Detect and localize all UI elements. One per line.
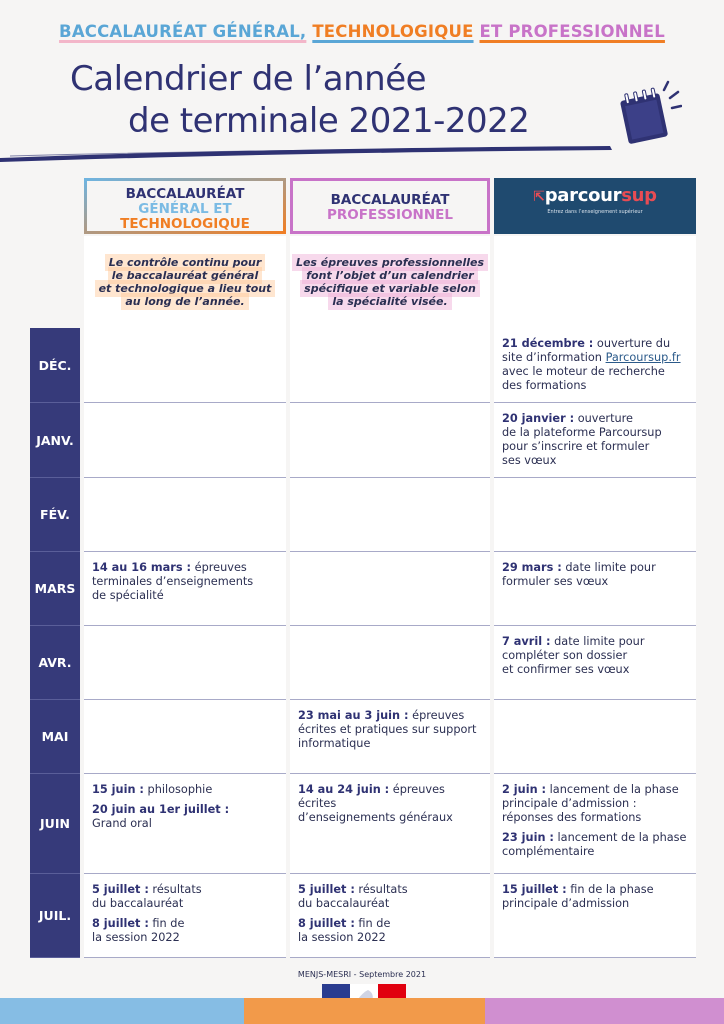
logo-text-a: parcour [544, 185, 622, 206]
calendar-cell [84, 552, 286, 626]
column-header-professionnel [290, 178, 490, 234]
calendar-event [502, 831, 688, 859]
calendar-cell [84, 700, 286, 774]
calendar-cell [84, 626, 286, 700]
event-text-line: la session 2022 [298, 931, 386, 944]
calendar-cell [290, 403, 490, 478]
event-text-line: réponses des formations [502, 811, 642, 824]
month-label: JUIN [30, 774, 80, 874]
event-text-line: principale d’admission [502, 897, 630, 910]
event-text: résultats [354, 883, 408, 896]
event-text-line: formuler ses vœux [502, 575, 609, 588]
calendar-row [30, 626, 696, 700]
month-label: AVR. [30, 626, 80, 700]
footer-bar-blue [0, 998, 244, 1024]
title-line-2: de terminale 2021-2022 [128, 101, 530, 141]
heading-professionnel: ET PROFESSIONNEL [479, 22, 665, 41]
pro-label-2: PROFESSIONNEL [327, 207, 453, 223]
event-text: lancement de la phase [546, 783, 679, 796]
event-date: 29 mars : [502, 561, 562, 574]
calendar-cell [494, 774, 696, 874]
note-parcoursup-empty [494, 236, 696, 328]
calendar-row [30, 774, 696, 874]
event-text-line: compléter son dossier [502, 649, 628, 662]
calendar-row [30, 403, 696, 478]
title-line-1: Calendrier de l’année [70, 59, 427, 99]
parcoursup-tagline: Entrez dans l’enseignement supérieur [547, 209, 643, 215]
event-date: 14 au 24 juin : [298, 783, 390, 796]
calendar-cell [494, 700, 696, 774]
calendar-cell [290, 552, 490, 626]
calendar-row [30, 552, 696, 626]
calendar-cell [494, 552, 696, 626]
event-text-line: de spécialité [92, 589, 164, 602]
event-text-line: la session 2022 [92, 931, 180, 944]
event-text: épreuves [408, 709, 465, 722]
calendar-cell [290, 626, 490, 700]
event-date: 5 juillet : [298, 883, 355, 896]
exam-types-heading [0, 22, 724, 41]
event-text-line: du baccalauréat [298, 897, 390, 910]
logo-text-b: sup [621, 185, 657, 206]
note-pro-line: spécifique et variable selon [300, 280, 480, 297]
calendar-row [30, 328, 696, 403]
calendar-cell [494, 403, 696, 478]
event-date: 20 janvier : [502, 412, 575, 425]
calendar-cell [290, 700, 490, 774]
calendar-event [502, 883, 688, 911]
note-gen-line: et technologique a lieu tout [95, 280, 276, 297]
gen-label-3: TECHNOLOGIQUE [120, 216, 250, 232]
event-text: lancement de la phase [553, 831, 687, 844]
event-date: 2 juin : [502, 783, 547, 796]
calendar-cell [290, 774, 490, 874]
event-text-line: du baccalauréat [92, 897, 184, 910]
event-text-line: pour s’inscrire et formuler [502, 440, 650, 453]
event-date: 23 juin : [502, 831, 554, 844]
event-date: 14 au 16 mars : [92, 561, 192, 574]
event-text-line: ses vœux [502, 454, 557, 467]
event-text-line: terminales d’enseignements [92, 575, 254, 588]
event-date: 21 décembre : [502, 337, 594, 350]
calendar-cell [290, 874, 490, 958]
event-text: date limite pour [550, 635, 645, 648]
calendar-event [92, 917, 278, 945]
event-text-line: informatique [298, 737, 371, 750]
event-text-line: et confirmer ses vœux [502, 663, 630, 676]
event-text-line: d’enseignements généraux [298, 811, 453, 824]
calendar-cell [84, 774, 286, 874]
event-text: fin de la phase [566, 883, 654, 896]
calendar-event [298, 883, 482, 911]
calendar-cell [84, 403, 286, 478]
calendar-cell [494, 328, 696, 403]
calendar-cell [494, 874, 696, 958]
month-label: JANV. [30, 403, 80, 478]
calendar-cell [494, 478, 696, 552]
event-text: résultats [148, 883, 202, 896]
parcoursup-arrows-icon: ⇱ [533, 189, 545, 205]
calendar-event [502, 783, 688, 825]
event-date: 8 juillet : [92, 917, 149, 930]
calendar-cell [494, 626, 696, 700]
calendar-cell [290, 328, 490, 403]
calendar-cell [84, 328, 286, 403]
event-text-line: principale d’admission : [502, 797, 637, 810]
event-text-line: des formations [502, 379, 587, 392]
note-pro-line: Les épreuves professionnelles [292, 254, 488, 271]
event-text: ouverture [574, 412, 634, 425]
note-gen-line: Le contrôle continu pour [105, 254, 266, 271]
event-text-line: avec le moteur de recherche [502, 365, 665, 378]
event-text: fin de [354, 917, 391, 930]
heading-general: BACCALAURÉAT GÉNÉRAL, [59, 22, 307, 41]
event-date: 15 juin : [92, 783, 144, 796]
calendar-row [30, 478, 696, 552]
footer-bar-purple [485, 998, 724, 1024]
note-pro-line: font l’objet d’un calendrier [302, 267, 477, 284]
calendar-event [298, 783, 482, 825]
month-label: FÉV. [30, 478, 80, 552]
gen-label-2: GÉNÉRAL ET [138, 201, 232, 217]
event-date: 15 juillet : [502, 883, 567, 896]
event-text-line: Grand oral [92, 817, 152, 830]
parcoursup-logo [494, 185, 696, 206]
event-text-line: complémentaire [502, 845, 595, 858]
event-text-line: écrites et pratiques sur support [298, 723, 477, 736]
event-text: ouverture du [593, 337, 671, 350]
calendar-event [92, 803, 278, 831]
footer-bar-orange [244, 998, 485, 1024]
month-label: MARS [30, 552, 80, 626]
month-label: JUIL. [30, 874, 80, 958]
calendar-cell [84, 874, 286, 958]
event-text: date limite pour [561, 561, 656, 574]
pro-label-1: BACCALAURÉAT [330, 192, 450, 208]
month-label: MAI [30, 700, 80, 774]
page-title [70, 58, 529, 142]
gen-label-1: BACCALAURÉAT [125, 186, 245, 202]
event-text: philosophie [143, 783, 213, 796]
calendar-event [502, 561, 688, 589]
note-pro-line: la spécialité visée. [328, 293, 451, 310]
event-text-line: de la plateforme Parcoursup [502, 426, 662, 439]
calendar-cell [290, 478, 490, 552]
note-professionnel [290, 236, 490, 328]
column-header-parcoursup [494, 178, 696, 234]
calendar-cell [84, 478, 286, 552]
event-date: 5 juillet : [92, 883, 149, 896]
brush-stroke-divider [0, 140, 724, 164]
event-text: épreuves [191, 561, 247, 574]
heading-technologique: TECHNOLOGIQUE [312, 22, 474, 41]
note-general [84, 236, 286, 328]
calendar-row [30, 874, 696, 958]
calendar-row [30, 700, 696, 774]
note-gen-line: le baccalauréat général [108, 267, 263, 284]
calendar-event [502, 635, 688, 677]
calendar-event [298, 709, 482, 751]
calendar-event [92, 561, 278, 603]
note-gen-line: au long de l’année. [121, 293, 248, 310]
month-label: DÉC. [30, 328, 80, 403]
event-date: 20 juin au 1er juillet : [92, 803, 230, 816]
parcoursup-link[interactable]: Parcoursup.fr [605, 351, 681, 364]
event-date: 7 avril : [502, 635, 551, 648]
calendar-event [502, 337, 688, 393]
calendar-event [298, 917, 482, 945]
event-text: épreuves écrites [298, 783, 445, 810]
calendar-event [502, 412, 688, 468]
calendar-event [92, 883, 278, 911]
event-text: fin de [148, 917, 185, 930]
event-text-line: site d’information [502, 351, 606, 364]
calendar-event [92, 783, 278, 797]
event-date: 8 juillet : [298, 917, 355, 930]
footer-credit: MENJS-MESRI - Septembre 2021 [297, 970, 427, 979]
column-header-general-technologique [84, 178, 286, 234]
event-date: 23 mai au 3 juin : [298, 709, 409, 722]
